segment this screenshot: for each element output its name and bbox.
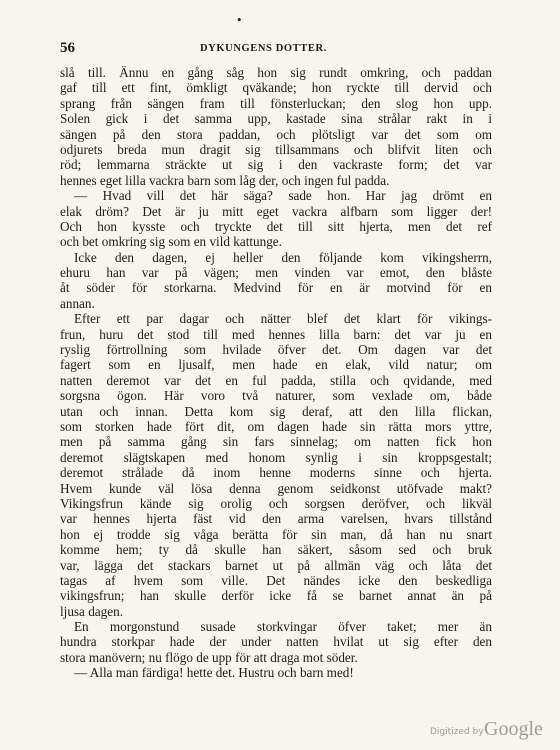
text-line: annan.: [60, 295, 95, 311]
text-line: Vikingsfrun kände sig orolig och sorgsen deröfver, och likväl: [60, 495, 492, 511]
text-line: var hennes hjerta fäst vid den arma varelsen, hvars tillstånd: [60, 511, 492, 527]
running-title: DYKUNGENS DOTTER.: [200, 43, 327, 54]
text-line: ryslig förtrollning som hvilade öfver det. Om dagen var det: [60, 342, 492, 358]
watermark-brand: Google: [484, 718, 543, 740]
text-line: slå till. Ännu en gång såg hon sig rundt omkring, och paddan: [60, 65, 492, 80]
text-line: hon ej trodde sig våga berätta för sin man, då han nu snart: [60, 526, 492, 542]
text-line: ehuru han var på vägen; men vinden var emot, den blåste: [60, 265, 492, 281]
text-line: — Alla man färdiga! hette det. Hustru och barn med!: [74, 665, 354, 681]
text-line: deremot slägtskapen med honom synlig i sin kroppsgestalt;: [60, 449, 492, 465]
digitized-watermark: [430, 718, 550, 742]
text-line: åt söder för storkarna. Medvind för en är motvind för en: [60, 280, 492, 296]
text-line: odjurets breda mun dragit sig tillsammans och blifvit liten och: [60, 141, 492, 157]
text-line: hennes eget lilla vackra barn som låg der, och ingen ful padda.: [60, 172, 390, 188]
text-line: ljusa dagen.: [60, 603, 123, 619]
text-line: frun, huru det stod till med hennes lilla barn: det var ju en: [60, 326, 492, 342]
text-line: Hvem kunde väl lösa denna genom seidkonst utöfvade makt?: [60, 480, 492, 496]
text-line: utan och innan. Detta kom sig deraf, att den lilla flickan,: [60, 403, 492, 419]
text-line: tagas af hvem som ville. Det nändes icke den beskedliga: [60, 572, 492, 588]
text-line: sorgsna ögon. Här voro två naturer, som vexlade om, både: [60, 388, 492, 404]
text-line: hundra storkpar hade der under natten hvilat ut sig efter den: [60, 634, 492, 650]
text-line: Icke den dagen, ej heller den följande kom vikingsherrn,: [74, 249, 492, 265]
text-line: och bet omkring sig som en vild kattunge.: [60, 234, 282, 250]
text-line: stora manövern; nu flögo de upp för att draga mot söder.: [60, 649, 358, 665]
text-line: var, lägga det stackars barnet ut på allmän väg och låta det: [60, 557, 492, 573]
text-line: som storken hade fört dit, om dagen hade sin rätta mors yttre,: [60, 418, 492, 434]
text-line: sängen på den stora paddan, och plötsligt var det som om: [60, 126, 492, 142]
text-line: komme hem; ty då skulle han säkert, såsom sed och bruk: [60, 542, 492, 558]
text-line: men på samma gång sin fars sinnelag; om natten fick hon: [60, 434, 492, 450]
top-mark: •: [236, 14, 243, 27]
text-line: — Hvad vill det här säga? sade hon. Har jag drömt en: [74, 188, 492, 204]
text-line: Och hon kysste och tryckte det till sitt hjerta, men det ref: [60, 218, 492, 234]
text-line: fagert som en ljusalf, men hade en elak, vild natur; om: [60, 357, 492, 373]
text-line: gaf till ett fint, ömkligt qväkande; hon ryckte till dervid och: [60, 80, 492, 96]
text-line: elak dröm? Det är ju mitt eget vackra alfbarn som ligger der!: [60, 203, 492, 219]
text-line: Efter ett par dagar och nätter blef det klart för vikings-: [74, 311, 492, 327]
text-line: röd; lemmarna sträckte ut sig i den vackraste form; det var: [60, 157, 492, 173]
watermark-digitized-by: Digitized by: [430, 727, 484, 737]
page-header: [60, 40, 500, 60]
body-text: [60, 65, 492, 681]
text-line: En morgonstund susade storkvingar öfver taket; mer än: [74, 619, 492, 635]
text-line: sprang från sängen fram till fönsterluckan; den slog hon upp.: [60, 95, 492, 111]
text-line: vikingsfrun; han skulle derför icke få se barnet annat än på: [60, 588, 492, 604]
text-line: Solen gick i det samma upp, kastade sina strålar rakt in i: [60, 111, 492, 127]
page-number: 56: [60, 40, 75, 56]
text-line: natten deremot var det en ful padda, stilla och qvidande, med: [60, 372, 492, 388]
text-line: deremot strålade då inom henne moderns sinne och hjerta.: [60, 465, 492, 481]
